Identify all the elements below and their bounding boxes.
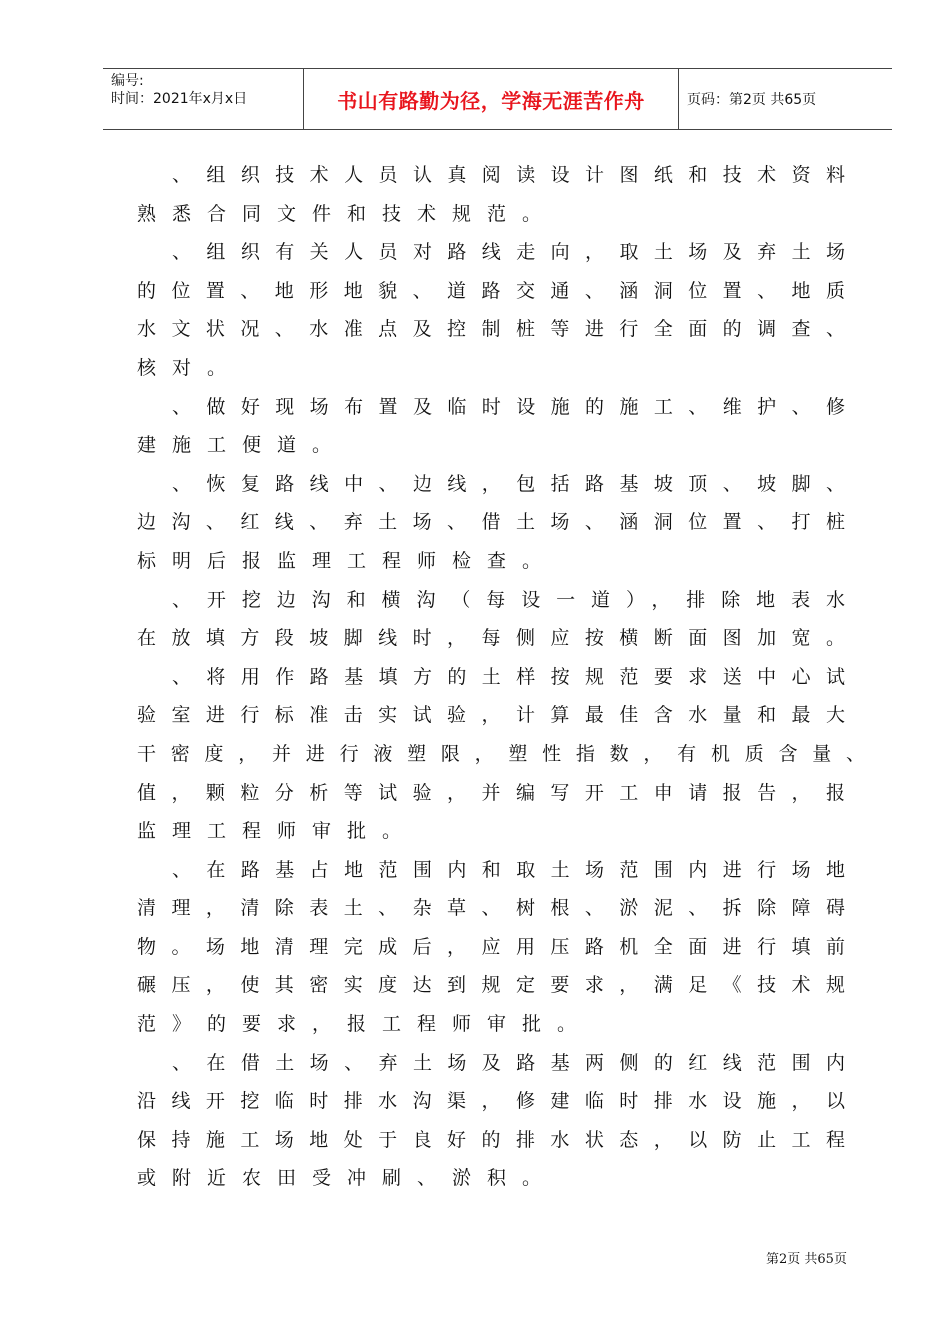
text-line: 、开挖边沟和横沟（每设一道），排除地表水 bbox=[172, 588, 845, 611]
text-line: 、将用作路基填方的土样按规范要求送中心试 bbox=[172, 665, 845, 688]
date-label: 时间：2021年x月x日 bbox=[111, 91, 248, 107]
text-line: 或附近农田受冲刷、淤积。 bbox=[137, 1167, 558, 1190]
header-page-number: 页码：第2页 共65页 bbox=[687, 92, 817, 108]
header-page-cell bbox=[678, 69, 892, 129]
text-line: 物。场地清理完成后，应用压路机全面进行填前 bbox=[137, 935, 845, 958]
text-line: 、在借土场、弃土场及路基两侧的红线范围内 bbox=[172, 1051, 845, 1074]
text-line: 、组织技术人员认真阅读设计图纸和技术资料 bbox=[172, 164, 845, 186]
text-line: 建施工便道。 bbox=[137, 434, 348, 457]
text-line: 监理工程师审批。 bbox=[137, 820, 418, 843]
motto-text: 书山有路勤为径，学海无涯苦作舟 bbox=[337, 88, 645, 113]
header-motto-cell bbox=[303, 69, 679, 129]
text-line: 标明后报监理工程师检查。 bbox=[137, 549, 558, 572]
text-line: 值，颗粒分析等试验，并编写开工申请报告，报 bbox=[137, 781, 845, 804]
text-line: 核对。 bbox=[137, 356, 243, 379]
text-line: 、在路基占地范围内和取土场范围内进行场地 bbox=[172, 858, 845, 881]
text-line: 清理，清除表土、杂草、树根、淤泥、拆除障碍 bbox=[137, 897, 845, 920]
page-header bbox=[103, 68, 892, 130]
text-line: 水文状况、水准点及控制桩等进行全面的调查、 bbox=[137, 318, 845, 341]
text-line: 干密度，并进行液塑限，塑性指数，有机质含量、 bbox=[137, 742, 865, 765]
text-line: 保持施工场地处于良好的排水状态，以防止工程 bbox=[137, 1128, 845, 1151]
text-line: 的位置、地形地貌、道路交通、涵洞位置、地质 bbox=[137, 279, 845, 302]
text-line: 沿线开挖临时排水沟渠，修建临时排水设施，以 bbox=[137, 1090, 845, 1113]
header-meta bbox=[103, 69, 303, 129]
text-line: 在放填方段坡脚线时，每侧应按横断面图加宽。 bbox=[137, 627, 845, 650]
text-line: 、做好现场布置及临时设施的施工、维护、修 bbox=[172, 395, 845, 418]
text-line: 碾压，使其密实度达到规定要求，满足《技术规 bbox=[137, 974, 845, 997]
text-line: 、组织有关人员对路线走向，取土场及弃土场 bbox=[172, 241, 845, 264]
text-line: 熟悉合同文件和技术规范。 bbox=[137, 202, 558, 225]
serial-number-label: 编号: bbox=[111, 73, 144, 89]
text-line: 范》的要求，报工程师审批。 bbox=[137, 1013, 593, 1036]
document-body bbox=[137, 156, 865, 1198]
text-line: 边沟、红线、弃土场、借土场、涵洞位置、打桩 bbox=[137, 511, 845, 534]
text-line: 验室进行标准击实试验，计算最佳含水量和最大 bbox=[137, 704, 845, 727]
page-footer: 第2页 共65页 bbox=[766, 1252, 847, 1267]
text-line: 、恢复路线中、边线，包括路基坡顶、坡脚、 bbox=[172, 472, 845, 495]
